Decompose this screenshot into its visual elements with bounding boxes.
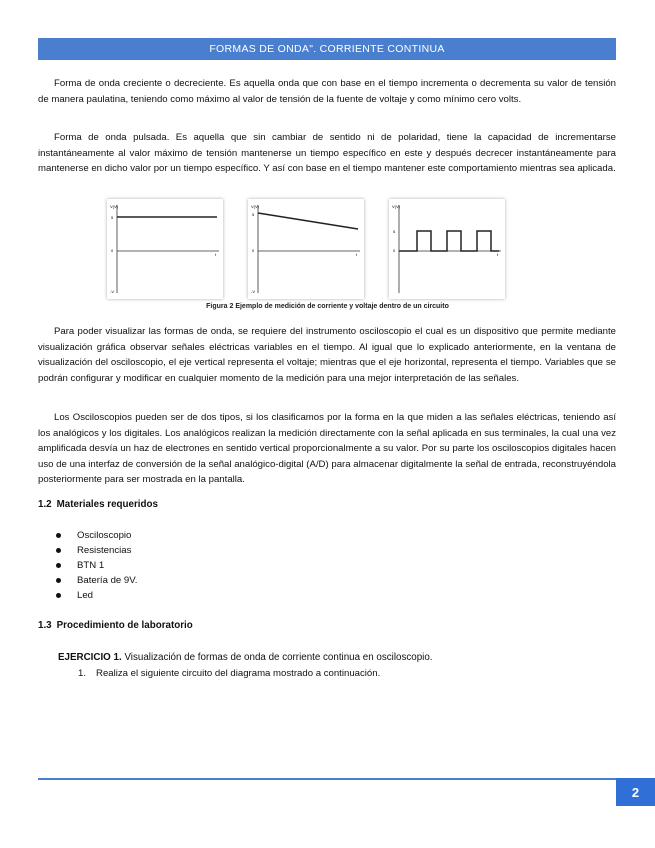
materials-list (56, 528, 137, 603)
negative-label: -V (251, 289, 255, 294)
procedure-step (78, 668, 380, 679)
bullet-icon (56, 563, 61, 568)
page-header (38, 38, 616, 60)
negative-label: -V (110, 289, 114, 294)
decreasing-signal-line (258, 213, 358, 229)
decreasing-wave-graph (248, 199, 364, 299)
x-axis-label: t (497, 252, 499, 257)
list-item (56, 543, 137, 558)
section-number: 1.3 (38, 620, 52, 631)
paragraph-oscilloscope: Para poder visualizar las formas de onda, se requiere del instrumento osciloscopio el cual es un dispositivo que permite mediante visualización gráfica observar señales eléctricas variables en el tiempo. Al igual que lo explicado anteriormente, en la ventana de visualización del osciloscopio, el eje vertical representa el voltaje; mientras que el eje horizontal, representa el tiempo. Variables que se podrán configurar y modificar en cualquier momento de la medición para una mejor interpretación de las señales. (38, 326, 616, 384)
zero-label: 0 (393, 248, 396, 253)
exercise-text: Visualización de formas de onda de corriente continua en osciloscopio. (124, 652, 433, 663)
exercise-label: EJERCICIO 1. (58, 652, 122, 663)
section-title: Materiales requeridos (56, 499, 158, 510)
constant-wave-graph (107, 199, 223, 299)
bullet-icon (56, 533, 61, 538)
footer-divider (38, 778, 616, 780)
y-axis-label: V(V) (392, 204, 400, 209)
zero-label: 0 (111, 248, 114, 253)
bullet-icon (56, 578, 61, 583)
list-item (56, 558, 137, 573)
exercise-line (58, 652, 433, 663)
list-item (56, 588, 137, 603)
step-number: 1. (78, 668, 87, 679)
list-item-label: Osciloscopio (77, 530, 132, 541)
section-heading-materials (38, 499, 158, 510)
list-item-label: BTN 1 (77, 560, 105, 571)
page-number: 2 (631, 784, 640, 800)
list-item-label: Batería de 9V. (77, 575, 138, 586)
bullet-icon (56, 548, 61, 553)
bullet-icon (56, 593, 61, 598)
figure-constant-wave (107, 199, 223, 299)
list-item (56, 528, 137, 543)
waveform-figures (107, 199, 507, 299)
figure-caption: Figura 2 Ejemplo de medición de corriente y voltaje dentro de un circuito (206, 303, 449, 310)
level-label: 5 (393, 229, 396, 234)
pulsed-signal-line (399, 231, 499, 251)
y-axis-label: V(V) (110, 204, 118, 209)
section-number: 1.2 (38, 499, 52, 510)
section-title: Procedimiento de laboratorio (56, 620, 193, 631)
paragraph-oscilloscope-types: Los Osciloscopios pueden ser de dos tipos, si los clasificamos por la forma en la que miden a las señales eléctricas, teniendo así los analógicos y los digitales. Los analógicos realizan la medición directamente con la señal aplicada en sus terminales, la cual una vez amplificada desvía un haz de electrones en sentido vertical proporcionalmente a su valor. Por su parte los osciloscopios digitales hacen uso de una interfaz de conversión de la señal analógico-digital (A/D) para almacenar digitalmente la señal de entrada, reconstruyéndola posteriormente para ser mostrada en la pantalla. (38, 412, 616, 486)
pulsed-wave-graph (389, 199, 505, 299)
page-number-badge (616, 778, 655, 806)
figure-decreasing-wave (248, 199, 364, 299)
list-item-label: Resistencias (77, 545, 132, 556)
paragraph-pulsed-wave: Forma de onda pulsada. Es aquella que sin cambiar de sentido ni de polaridad, tiene la capacidad de incrementarse instantáneamente al valor máximo de tensión mantenerse un tiempo específico en este y después decrecer instantáneamente para mantenerse en dicho valor por un tiempo específico. Y así con base en el tiempo mantener este comportamiento mientras sea aplicada. (38, 132, 616, 175)
header-title: FORMAS DE ONDA". CORRIENTE CONTINUA (209, 43, 445, 55)
x-axis-label: t (215, 252, 217, 257)
level-label: 5 (111, 215, 114, 220)
level-label: 5 (252, 212, 255, 217)
section-heading-procedure (38, 620, 193, 631)
y-axis-label: V(V) (251, 204, 259, 209)
list-item (56, 573, 137, 588)
paragraph-increasing-wave: Forma de onda creciente o decreciente. Es aquella onda que con base en el tiempo incrementa o decrementa su valor de tensión de manera paulatina, teniendo como máximo al valor de tensión de la fuente de voltaje y como mínimo cero volts. (38, 78, 616, 105)
list-item-label: Led (77, 590, 94, 601)
figure-pulsed-wave (389, 199, 505, 299)
zero-label: 0 (252, 248, 255, 253)
x-axis-label: t (356, 252, 358, 257)
step-text: Realiza el siguiente circuito del diagrama mostrado a continuación. (96, 668, 381, 679)
